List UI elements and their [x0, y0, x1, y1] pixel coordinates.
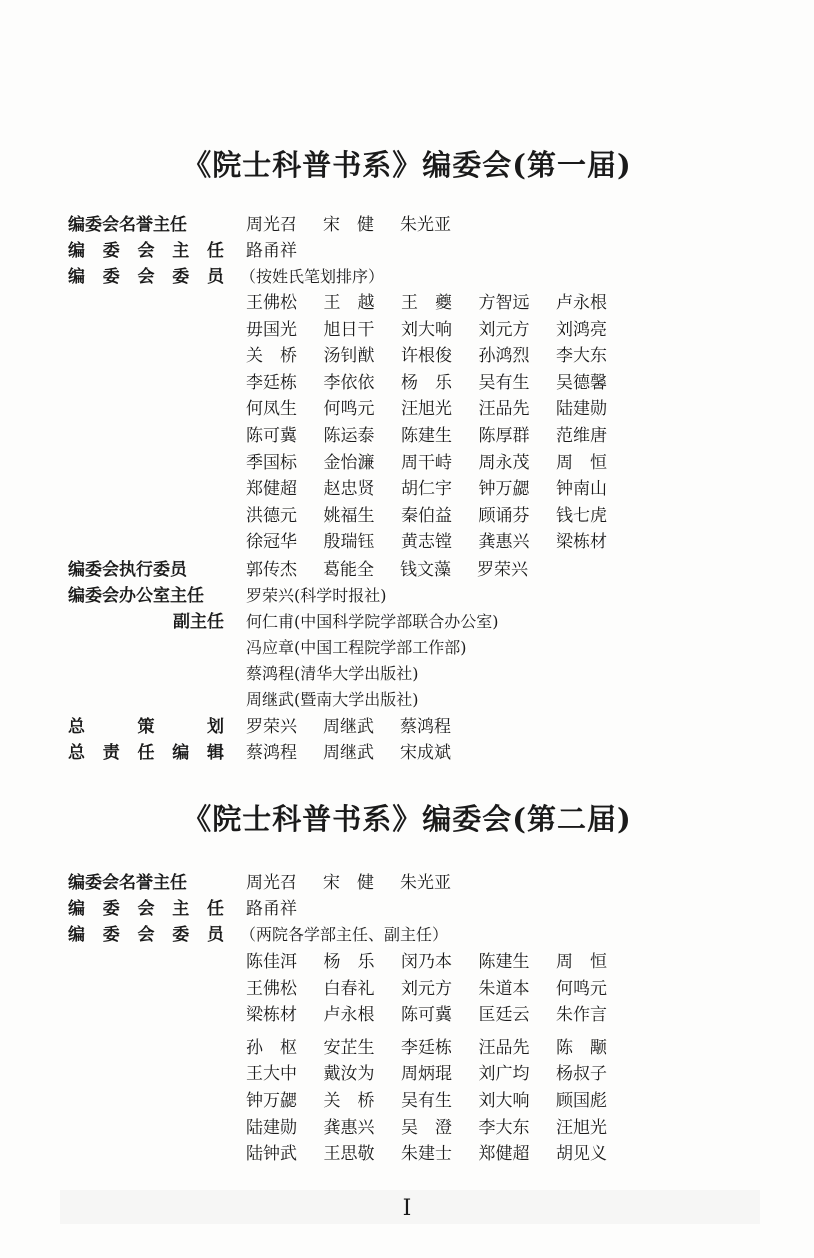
- first-deputy-value: 何仁甫(中国科学院学部联合办公室): [246, 612, 499, 631]
- first-planning-label: 总 策 划: [68, 717, 224, 737]
- member-row: 陆建勋 龚惠兴 吴 澄 李大东 汪旭光: [246, 1117, 607, 1138]
- second-members-note: （两院各学部主任、副主任）: [240, 925, 449, 944]
- person-name: 朱光亚: [400, 873, 451, 893]
- second-members-grid: [246, 949, 634, 1168]
- first-chair-names: [246, 238, 323, 264]
- person-name: 蔡鸿程: [400, 717, 451, 737]
- person-name: 路甬祥: [246, 899, 297, 919]
- member-row: 郑健超 赵忠贤 胡仁宇 钟万勰 钟南山: [246, 479, 607, 500]
- person-name: 宋成斌: [400, 743, 451, 763]
- first-deputy-value: 冯应章(中国工程院学部工作部): [246, 638, 467, 657]
- first-office-label: 编委会办公室主任: [68, 586, 204, 606]
- person-name: 钱文藻: [400, 560, 451, 580]
- person-name: 罗荣兴: [246, 717, 297, 737]
- second-chair-names: [246, 896, 323, 922]
- person-name: 朱光亚: [400, 215, 451, 235]
- member-row: 王佛松 王 越 王 夔 方智远 卢永根: [246, 293, 607, 313]
- first-exec-label: 编委会执行委员: [68, 560, 187, 580]
- second-committee-title: 《院士科普书系》编委会(第二届): [182, 802, 632, 836]
- person-name: 蔡鸿程: [246, 743, 297, 763]
- member-row: 毋国光 旭日干 刘大响 刘元方 刘鸿亮: [246, 319, 607, 340]
- member-row: 李廷栋 李依依 杨 乐 吴有生 吴德馨: [246, 372, 607, 393]
- member-row: 王佛松 白春礼 刘元方 朱道本 何鸣元: [246, 978, 607, 999]
- person-name: 葛能全: [323, 560, 374, 580]
- first-exec-names: [246, 557, 554, 583]
- first-office-value: 罗荣兴(科学时报社): [246, 586, 387, 605]
- member-row: 王大中 戴汝为 周炳琨 刘广均 杨叔子: [246, 1064, 607, 1085]
- first-members-label: 编 委 会 委 员: [68, 267, 224, 287]
- first-members-note: （按姓氏笔划排序）: [240, 267, 385, 286]
- person-name: 路甬祥: [246, 241, 297, 261]
- person-name: 郭传杰: [246, 560, 297, 580]
- member-row: 陈可冀 陈运泰 陈建生 陈厚群 范维唐: [246, 425, 607, 446]
- member-row: 何凤生 何鸣元 汪旭光 汪品先 陆建勋: [246, 399, 607, 420]
- first-honorary-label: 编委会名誉主任: [68, 215, 187, 235]
- first-planning-names: [246, 714, 477, 740]
- first-deputy-value: 蔡鸿程(清华大学出版社): [246, 664, 419, 683]
- first-editor-names: [246, 740, 477, 766]
- second-honorary-names: [246, 870, 477, 896]
- member-row: 徐冠华 殷瑞钰 黄志镗 龚惠兴 梁栋材: [246, 532, 607, 553]
- first-honorary-names: [246, 212, 477, 238]
- member-row: 孙 枢 安芷生 李廷栋 汪品先 陈 颙: [246, 1037, 607, 1058]
- person-name: 罗荣兴: [477, 560, 528, 580]
- second-chair-label: 编 委 会 主 任: [68, 899, 224, 919]
- member-row: 季国标 金怡濂 周干峙 周永茂 周 恒: [246, 452, 607, 473]
- member-row: 关 桥 汤钊猷 许根俊 孙鸿烈 李大东: [246, 346, 607, 367]
- member-row: 洪德元 姚福生 秦伯益 顾诵芬 钱七虎: [246, 505, 607, 526]
- member-row: 陈佳洱 杨 乐 闵乃本 陈建生 周 恒: [246, 952, 607, 972]
- person-name: 宋 健: [323, 873, 374, 893]
- person-name: 周光召: [246, 873, 297, 893]
- page-number: I: [402, 1196, 412, 1221]
- first-editor-label: 总 责 任 编 辑: [68, 743, 224, 763]
- person-name: 周继武: [323, 717, 374, 737]
- first-members-grid: [246, 290, 634, 556]
- first-committee-title: 《院士科普书系》编委会(第一届): [182, 148, 632, 182]
- member-row: 钟万勰 关 桥 吴有生 刘大响 顾国彪: [246, 1090, 607, 1111]
- person-name: 宋 健: [323, 215, 374, 235]
- person-name: 周光召: [246, 215, 297, 235]
- first-deputy-label: 副主任: [173, 612, 224, 632]
- person-name: 周继武: [323, 743, 374, 763]
- second-members-label: 编 委 会 委 员: [68, 925, 224, 945]
- first-chair-label: 编 委 会 主 任: [68, 241, 224, 261]
- first-deputy-value: 周继武(暨南大学出版社): [246, 690, 419, 709]
- second-honorary-label: 编委会名誉主任: [68, 873, 187, 893]
- member-row: 梁栋材 卢永根 陈可冀 匡廷云 朱作言: [246, 1005, 607, 1026]
- member-row: 陆钟武 王思敬 朱建士 郑健超 胡见义: [246, 1144, 607, 1165]
